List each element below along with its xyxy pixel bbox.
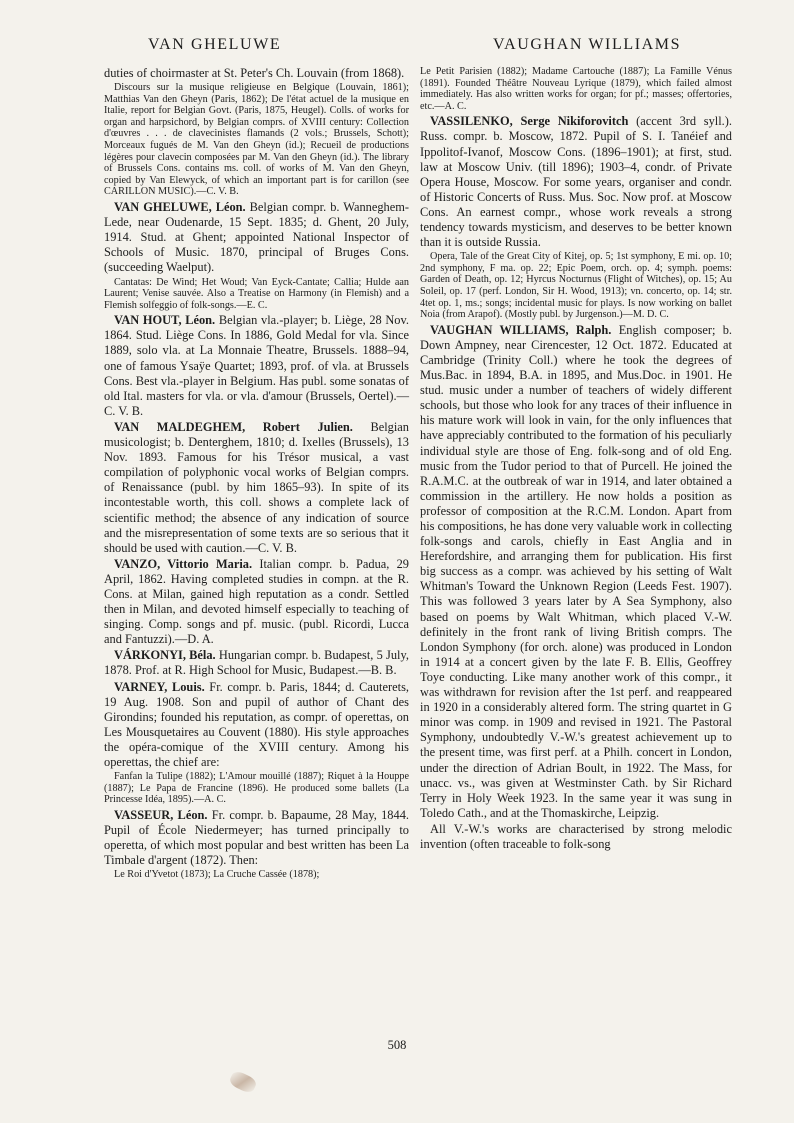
entry-text: Fanfan la Tulipe (1882); L'Amour mouillé (1887); Riquet à la Houppe (1887); Le Papa de Francine (1896). He produced some ballets (La Princesse Idéa, 1895).—A. C. <box>104 771 409 806</box>
entry-text: English composer; b. Down Ampney, near Cirencester, 12 Oct. 1872. Educated at Cambridge (Trinity Coll.) where he took the degrees of Mus.Bac. in 1894, B.A. in 1895, and Mus.Doc. in 1901. He stud. music under a number of teachers of widely different schools, but those who look for any traces of their influence in his mature work will look in vain, for the only influences that have appreciably contributed to the formation of his peculiarly individual style are those of Eng. folk-song and of old Eng. music from the Tudor period to that of Purcell. He joined the R.A.M.C. at the outbreak of war in 1914, and later obtained a commission in the artillery. He now holds a position as professor of composition at the R.C.M. London. Apart from his compositions, he has done very valuable work in collecting folk-songs and carols, chiefly in East Anglia and in Herefordshire, and arranging them for publication. His first big success as a compr. was achieved by his setting of Walt Whitman's Toward the Unknown Region (Leeds Fest. 1907). This was followed 3 years later by A Sea Symphony, also based on poems by Walt Whitman, which placed V.-W. definitely in the front rank of living British comprs. The London Symphony (for orch. alone) was produced in London in 1914 at a concert given by the late F. B. Ellis, Geoffrey Toye conducting. Like many another work of this compr., it was withdrawn for revision after the 1st perf. and reappeared in 1920 in a considerably altered form. The string quartet in G minor was comp. in 1909 and revised in 1921. The Pastoral Symphony, undoubtedly V.-W.'s greatest achievement up to the present time, was first perf. at a Philh. concert in London, under the direction of Adrian Boult, in 1922. The Mass, for unacc. vs., was given at Westminster Cath. by Sir Richard Terry in Holy Week 1923. In the same year it was sung in Toledo Cath., and at the Thomaskirche, Leipzig. <box>420 322 732 820</box>
entry-text: Italian compr. b. Padua, 29 April, 1862. Having completed studies in compn. at the R. Cons. at Milan, gained high reputation as a condr. Settled then in Milan, and devoted himself especially to teaching of singing. Comp. songs and pf. music. (publ. Ricordi, Lucca and Fantuzzi).—D. A. <box>104 556 410 647</box>
entry-headword: VANZO, Vittorio Maria. <box>114 556 253 571</box>
entry-text: Hungarian compr. b. Budapest, 5 July, 1878. Prof. at R. High School for Music, Budapest.—B. B. <box>104 648 409 678</box>
entry-text: Le Petit Parisien (1882); Madame Cartouche (1887); La Famille Vénus (1891). Founded Théâtre Nouveau Lyrique (1879), which failed almost immediately. Has also written works for organ; for pf.; masses; offertories, etc.—A. C. <box>420 66 732 112</box>
right-column <box>420 66 732 853</box>
header-right: VAUGHAN WILLIAMS <box>493 36 682 53</box>
entry-paragraph <box>420 66 732 112</box>
header-left: VAN GHELUWE <box>148 36 282 53</box>
dictionary-entry <box>104 200 409 275</box>
entry-headword: VAUGHAN WILLIAMS, Ralph. <box>430 322 612 337</box>
entry-text: Le Roi d'Yvetot (1873); La Cruche Cassée (1878); <box>114 869 320 881</box>
entry-headword: VASSILENKO, Serge Nikiforovitch <box>430 114 629 129</box>
entry-text: Belgian musicologist; b. Denterghem, 1810; d. Ixelles (Brussels), 13 Nov. 1893. Famous for his Trésor musical, a vast compilation of polyphonic vocal works of Belgian comprs. of Renaissance (publ. by him 1865–93). In spite of its incontestable worth, this coll. shows a complete lack of scientific method; the absence of any indication of source and the misrepresentation of some texts are so serious that it should be used with caution.—C. V. B. <box>104 419 409 555</box>
entry-paragraph <box>104 66 409 81</box>
entry-headword: VAN HOUT, Léon. <box>114 313 216 328</box>
entry-text: Belgian compr. b. Wanneghem-Lede, near Oudenarde, 15 Sept. 1835; d. Ghent, 20 July, 1914. Stud. at Ghent; appointed National Inspector of Schools of Music. 1870, principal of Bruges Cons. (succeeding Waelput). <box>104 200 409 275</box>
entry-headword: VASSEUR, Léon. <box>114 807 208 822</box>
dictionary-entry <box>104 313 409 419</box>
entry-headword: VÁRKONYI, Béla. <box>114 648 216 663</box>
entry-paragraph <box>104 277 409 312</box>
entry-text: Opera, Tale of the Great City of Kitej, op. 5; 1st symphony, E mi. op. 10; 2nd symphony, F ma. op. 22; Epic Poem, orch. op. 4; symph. poems: Garden of Death, op. 12; Hyrcus Nocturnus (Flight of Witches), op. 15; Au Soleil, op. 17 (perf. London, Sir H. Wood, 1913); vn. concerto, op. 14; str. 4tet op. 1, ms.; songs; incidental music for plays. Is now working on ballet Noia (from Arapof). (Mostly publ. by Jurgenson.)—M. D. C. <box>420 251 732 321</box>
dictionary-entry <box>104 808 409 868</box>
entry-paragraph <box>420 251 732 321</box>
entry-paragraph <box>420 822 732 852</box>
dictionary-entry <box>104 557 409 648</box>
entry-paragraph <box>104 82 409 198</box>
entry-text: duties of choirmaster at St. Peter's Ch. Louvain (from 1868). <box>104 66 405 80</box>
entry-text: All V.-W.'s works are characterised by strong melodic invention (often traceable to folk-song <box>420 821 732 851</box>
page-number: 508 <box>387 1038 407 1052</box>
entry-text: Belgian vla.-player; b. Liège, 28 Nov. 1864. Stud. Liège Cons. In 1886, Gold Medal for vla. Since 1889, solo vla. at La Monnaie Theatre, Brussels. 1888–94, one of famous Ysaÿe Quartet; 1893, prof. of vla. at Brussels Cons. Best vla.-player in Belgium. Has publ. some sonatas of old Ital. masters for vla. or vla. d'amour (Brussels, Oertel).—C. V. B. <box>104 313 409 418</box>
entry-paragraph <box>104 771 409 806</box>
entry-paragraph <box>104 869 409 881</box>
left-column <box>104 66 409 883</box>
entry-text: Cantatas: De Wind; Het Woud; Van Eyck-Cantate; Callia; Hulde aan Laurent; Venise sauvée. Also a Treatise on Harmony (in Flemish) and a Flemish solfeggio of folk-songs.—E. C. <box>104 276 409 311</box>
entry-headword: VAN MALDEGHEM, Robert Julien. <box>114 419 353 434</box>
entry-headword: VARNEY, Louis. <box>114 679 205 694</box>
entry-headword: VAN GHELUWE, Léon. <box>114 200 246 215</box>
dictionary-entry <box>104 680 409 771</box>
entry-text: Fr. compr. b. Paris, 1844; d. Cauterets, 19 Aug. 1908. Son and pupil of author of Chant des Girondins; founded his reputation, as compr. of operettas, on Les Mousquetaires au Couvent (1880). His style approaches the opéra-comique of the XVIII century. Among his operettas, the chief are: <box>104 679 409 769</box>
dictionary-entry <box>104 648 409 678</box>
running-header <box>0 36 794 60</box>
dictionary-entry <box>420 323 732 821</box>
dictionary-entry <box>104 420 409 556</box>
page-smudge <box>228 1069 258 1094</box>
dictionary-entry <box>420 114 732 250</box>
entry-text: (accent 3rd syll.). Russ. compr. b. Moscow, 1872. Pupil of S. I. Tanéief and Ippolitof-Ivanof, Moscow Cons. (1896–1901); at first, stud. law at Moscow Univ. (till 1896); 1903–4, condr. of Private Opera House, Moscow. For some years, organiser and condr. of Historic Concerts of Russ. Mus. Soc. Now prof. at Moscow Cons. An earnest compr., whose work reveals a strong tendency towards mysticism, and deserves to be better known than it is outside Russia. <box>420 114 732 250</box>
entry-text: Fr. compr. b. Bapaume, 28 May, 1844. Pupil of École Niedermeyer; has turned principally to operetta, of which most popular and best written has been La Timbale d'argent (1872). Then: <box>104 807 409 868</box>
entry-text: Discours sur la musique religieuse en Belgique (Louvain, 1861); Matthias Van den Gheyn (Paris, 1862); De l'état actuel de la musique en Italie, report for Belgian Govt. (Paris, 1875, Heugel). Colls. of works for organ and harpsichord, by Belgian comprs. of XVIII century: Collection d'œuvres . . . de clavecinistes flamands (2 vols.; Brussels, Schott); Morceaux fugués de M. Van den Gheyn (id.); Recueil de productions légères pour clavecin composées par M. Van den Gheyn (id.). The library of Brussels Cons. contains ms. coll. of works of M. Van den Gheyn, copied by Van Elewyck, of which an important part is for carillon (see CARILLON MUSIC).—C. V. B. <box>104 82 409 198</box>
